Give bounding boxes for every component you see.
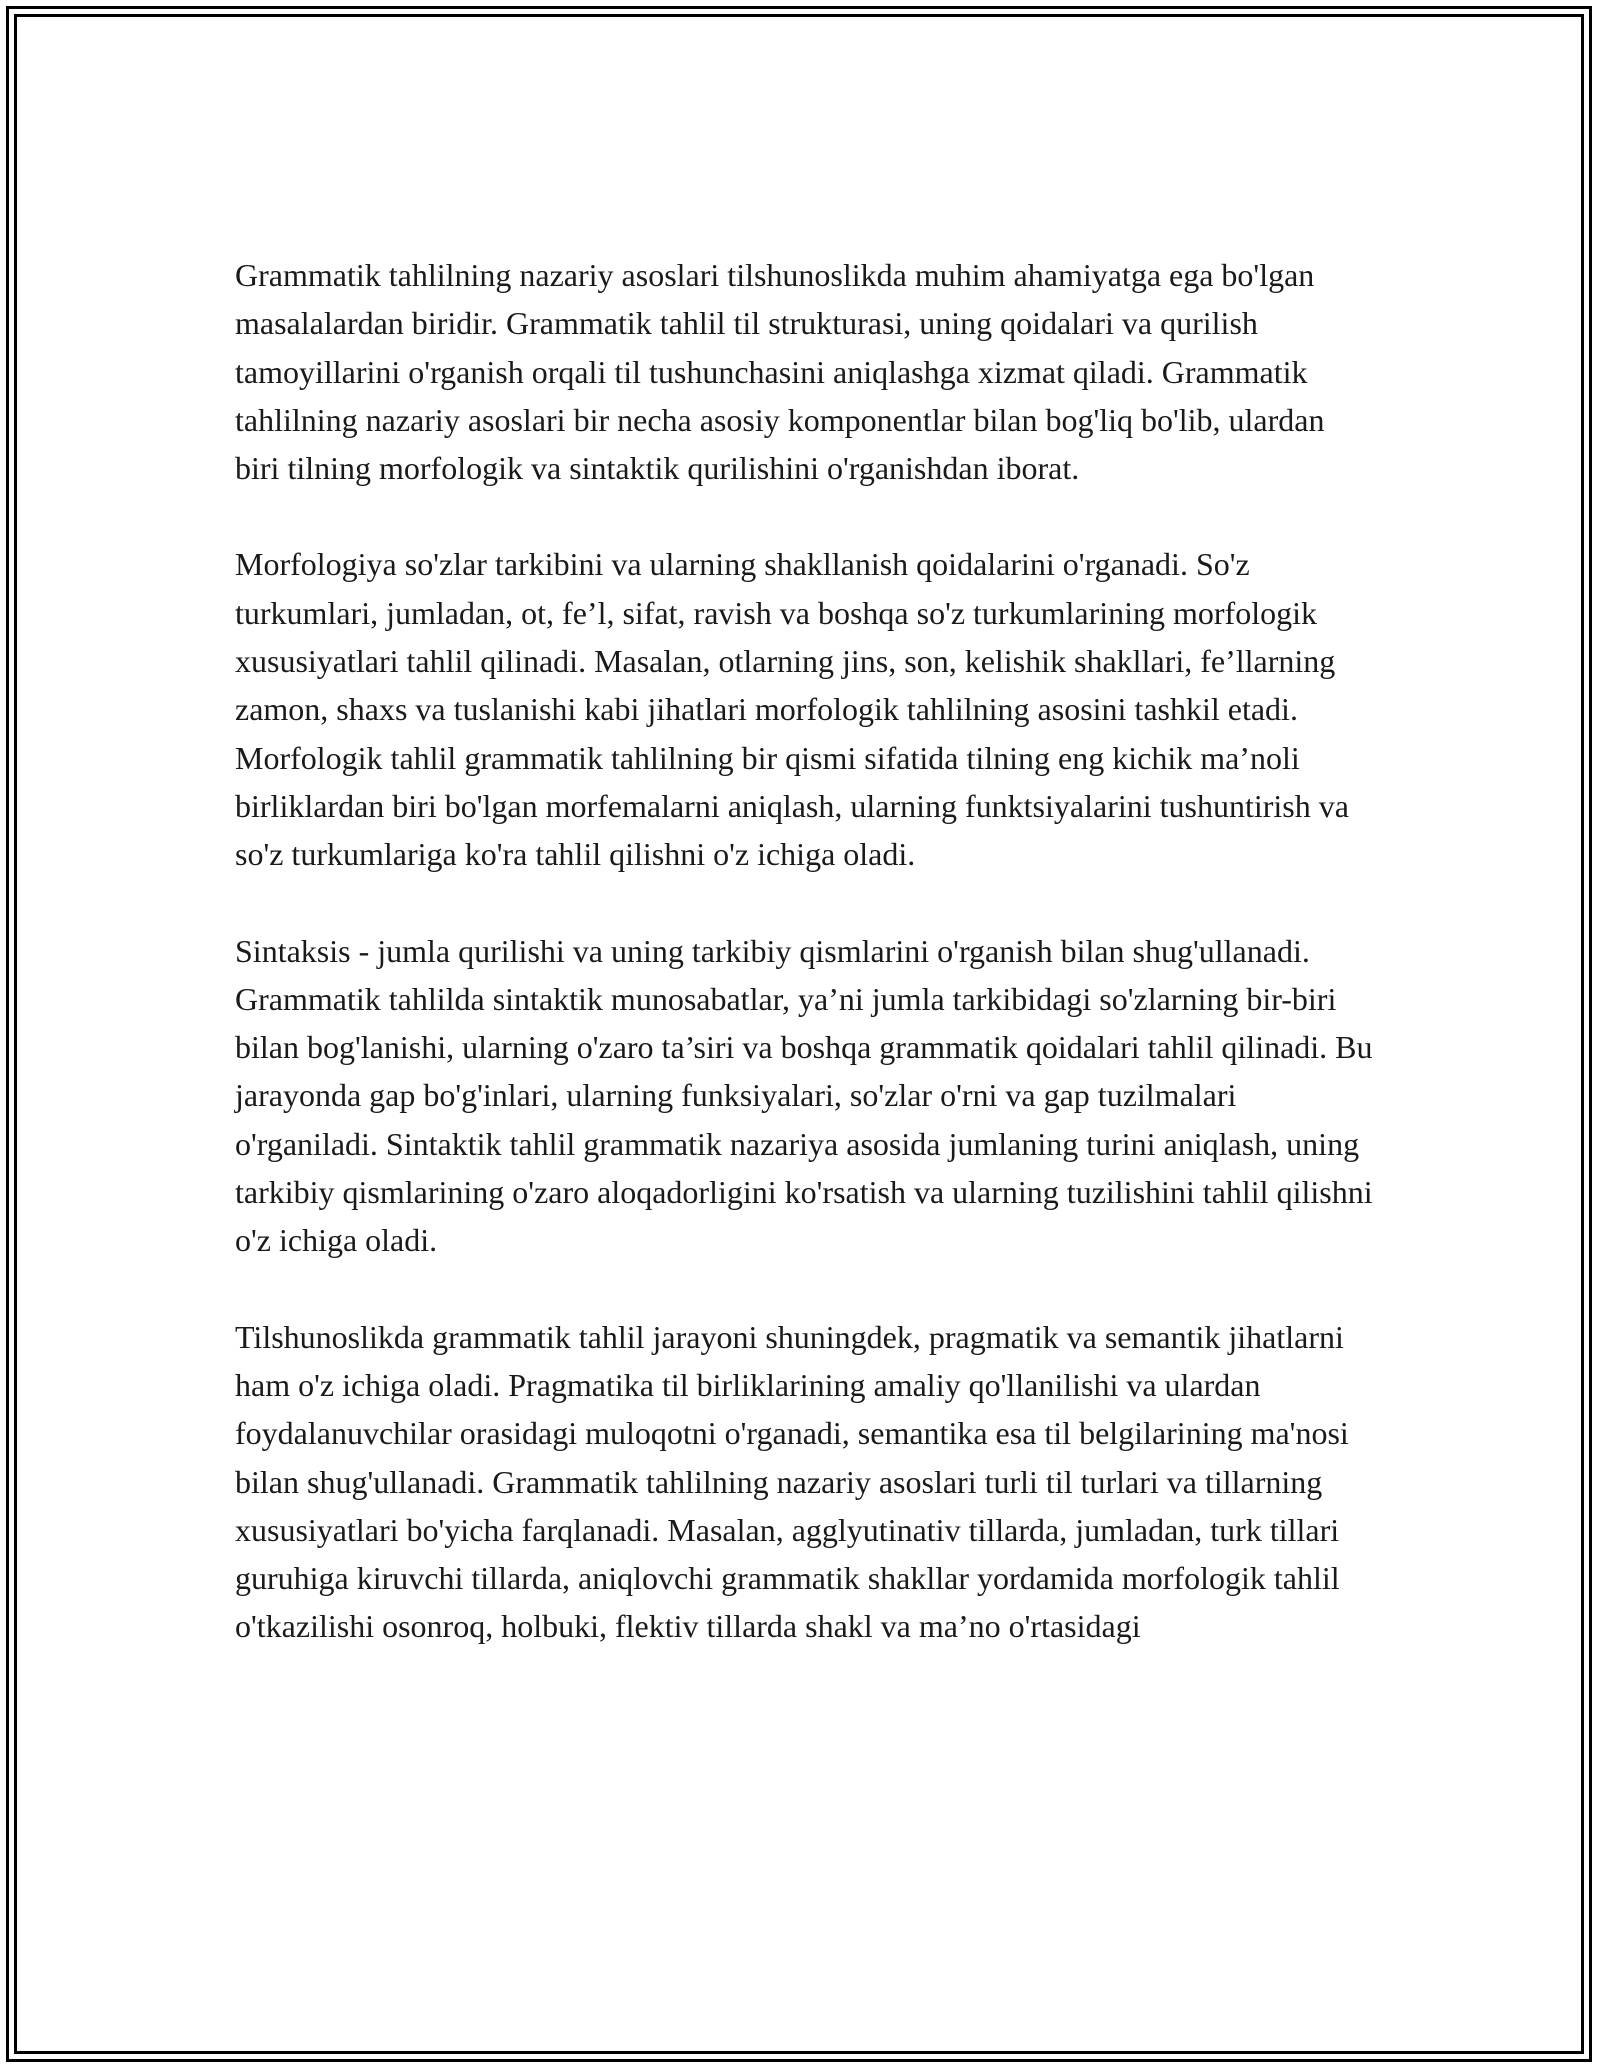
paragraph: Morfologiya so'zlar tarkibini va ularning shakllanish qoidalarini o'rganadi. So'z turkumlari, jumladan, ot, fe’l, sifat, ravish va boshqa so'z turkumlarining morfologik xususiyatlari tahlil qilinadi. Masalan, otlarning jins, son, kelishik shakllari, fe’llarning zamon, shaxs va tuslanishi kabi jihatlari morfologik tahlilning asosini tashkil etadi. Morfologik tahlil grammatik tahlilning bir qismi sifatida tilning eng kichik ma’noli birliklardan biri bo'lgan morfemalarni aniqlash, ularning funktsiyalarini tushuntirish va so'z turkumlariga ko'ra tahlil qilishni o'z ichiga oladi. [235, 546, 1349, 873]
paragraph: Sintaksis - jumla qurilishi va uning tarkibiy qismlarini o'rganish bilan shug'ullanadi. Grammatik tahlilda sintaktik munosabatlar, ya’ni jumla tarkibidagi so'zlarning bir-biri bilan bog'lanishi, ularning o'zaro ta’siri va boshqa grammatik qoidalari tahlil qilinadi. Bu jarayonda gap bo'g'inlari, ularning funksiyalari, so'zlar o'rni va gap tuzilmalari o'rganiladi. Sintaktik tahlil grammatik nazariya asosida jumlaning turini aniqlash, uning tarkibiy qismlarining o'zaro aloqadorligini ko'rsatish va ularning tuzilishini tahlil qilishni o'z ichiga oladi. [235, 932, 1373, 1259]
paragraph: Grammatik tahlilning nazariy asoslari tilshunoslikda muhim ahamiyatga ega bo'lgan masalalardan biridir. Grammatik tahlil til strukturasi, uning qoidalari va qurilish tamoyillarini o'rganish orqali til tushunchasini aniqlashga xizmat qiladi. Grammatik tahlilning nazariy asoslari bir necha asosiy komponentlar bilan bog'liq bo'lib, ulardan biri tilning morfologik va sintaktik qurilishini o'rganishdan iborat. [235, 257, 1325, 487]
paragraph: Tilshunoslikda grammatik tahlil jarayoni shuningdek, pragmatik va semantik jihatlarni ham o'z ichiga oladi. Pragmatika til birliklarining amaliy qo'llanilishi va ulardan foydalanuvchilar orasidagi muloqotni o'rganadi, semantika esa til belgilarining ma'nosi bilan shug'ullanadi. Grammatik tahlilning nazariy asoslari turli til turlari va tillarning xususiyatlari bo'yicha farqlanadi. Masalan, agglyutinativ tillarda, jumladan, turk tillari guruhiga kiruvchi tillarda, aniqlovchi grammatik shakllar yordamida morfologik tahlil o'tkazilishi osonroq, holbuki, flektiv tillarda shakl va ma’no o'rtasidagi [235, 1318, 1349, 1645]
document-body [235, 251, 1375, 1699]
